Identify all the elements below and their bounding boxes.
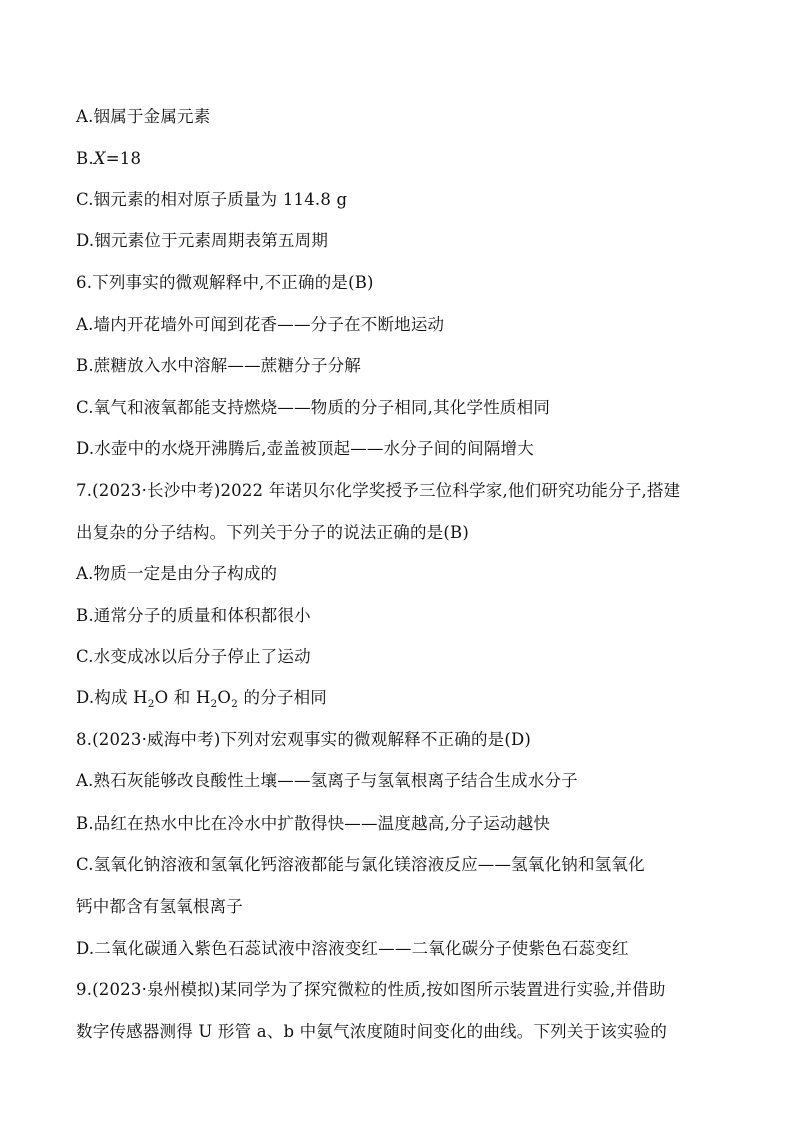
q7-option-c: C.水变成冰以后分子停止了运动 (76, 647, 311, 666)
subscript: 2 (210, 698, 218, 710)
q7-option-d-suffix: 的分子相同 (238, 688, 327, 707)
prev-option-b-value: =18 (105, 149, 142, 168)
q7-option-a: A.物质一定是由分子构成的 (76, 564, 278, 583)
q8-option-c-line2: 钙中都含有氢氧根离子 (76, 897, 243, 916)
q8-stem: 8.(2023·威海中考)下列对宏观事实的微观解释不正确的是(D) (76, 730, 532, 749)
prev-option-c: C.铟元素的相对原子质量为 114.8 g (76, 190, 348, 209)
q9-stem-line1: 9.(2023·泉州模拟)某同学为了探究微粒的性质,按如图所示装置进行实验,并借助 (76, 980, 666, 999)
q7-stem-line1: 7.(2023·长沙中考)2022 年诺贝尔化学奖授予三位科学家,他们研究功能分子,搭建 (76, 481, 681, 500)
q8-option-a: A.熟石灰能够改良酸性土壤——氢离子与氢氧根离子结合生成水分子 (76, 771, 578, 790)
q7-option-b: B.通常分子的质量和体积都很小 (76, 606, 311, 625)
q6-option-a: A.墙内开花墙外可闻到花香——分子在不断地运动 (76, 315, 445, 334)
q6-stem: 6.下列事实的微观解释中,不正确的是(B) (76, 273, 374, 292)
q7-option-d-mid2: O (217, 688, 232, 707)
subscript: 2 (147, 698, 155, 710)
q8-option-b: B.品红在热水中比在冷水中扩散得快——温度越高,分子运动越快 (76, 814, 551, 833)
q7-option-d-mid: O 和 H (154, 688, 211, 707)
prev-option-b-variable: X (93, 149, 106, 168)
q7-option-d-prefix: D.构成 H (76, 688, 148, 707)
q6-option-c: C.氧气和液氧都能支持燃烧——物质的分子相同,其化学性质相同 (76, 398, 551, 417)
subscript: 2 (231, 698, 239, 710)
q9-stem-line2: 数字传感器测得 U 形管 a、b 中氨气浓度随时间变化的曲线。下列关于该实验的 (76, 1022, 668, 1041)
prev-option-a: A.铟属于金属元素 (76, 107, 211, 126)
q8-option-d: D.二氧化碳通入紫色石蕊试液中溶液变红——二氧化碳分子使紫色石蕊变红 (76, 939, 629, 958)
q6-option-b: B.蔗糖放入水中溶解——蔗糖分子分解 (76, 356, 361, 375)
q8-option-c-line1: C.氢氧化钠溶液和氢氧化钙溶液都能与氯化镁溶液反应——氢氧化钠和氢氧化 (76, 855, 645, 874)
prev-option-b (76, 149, 726, 169)
prev-option-d: D.铟元素位于元素周期表第五周期 (76, 231, 329, 250)
q7-stem-line2: 出复杂的分子结构。下列关于分子的说法正确的是(B) (76, 523, 469, 542)
q7-option-d (76, 688, 726, 710)
q6-option-d: D.水壶中的水烧开沸腾后,壶盖被顶起——水分子间的间隔增大 (76, 439, 534, 458)
prev-option-b-label: B. (76, 149, 94, 168)
